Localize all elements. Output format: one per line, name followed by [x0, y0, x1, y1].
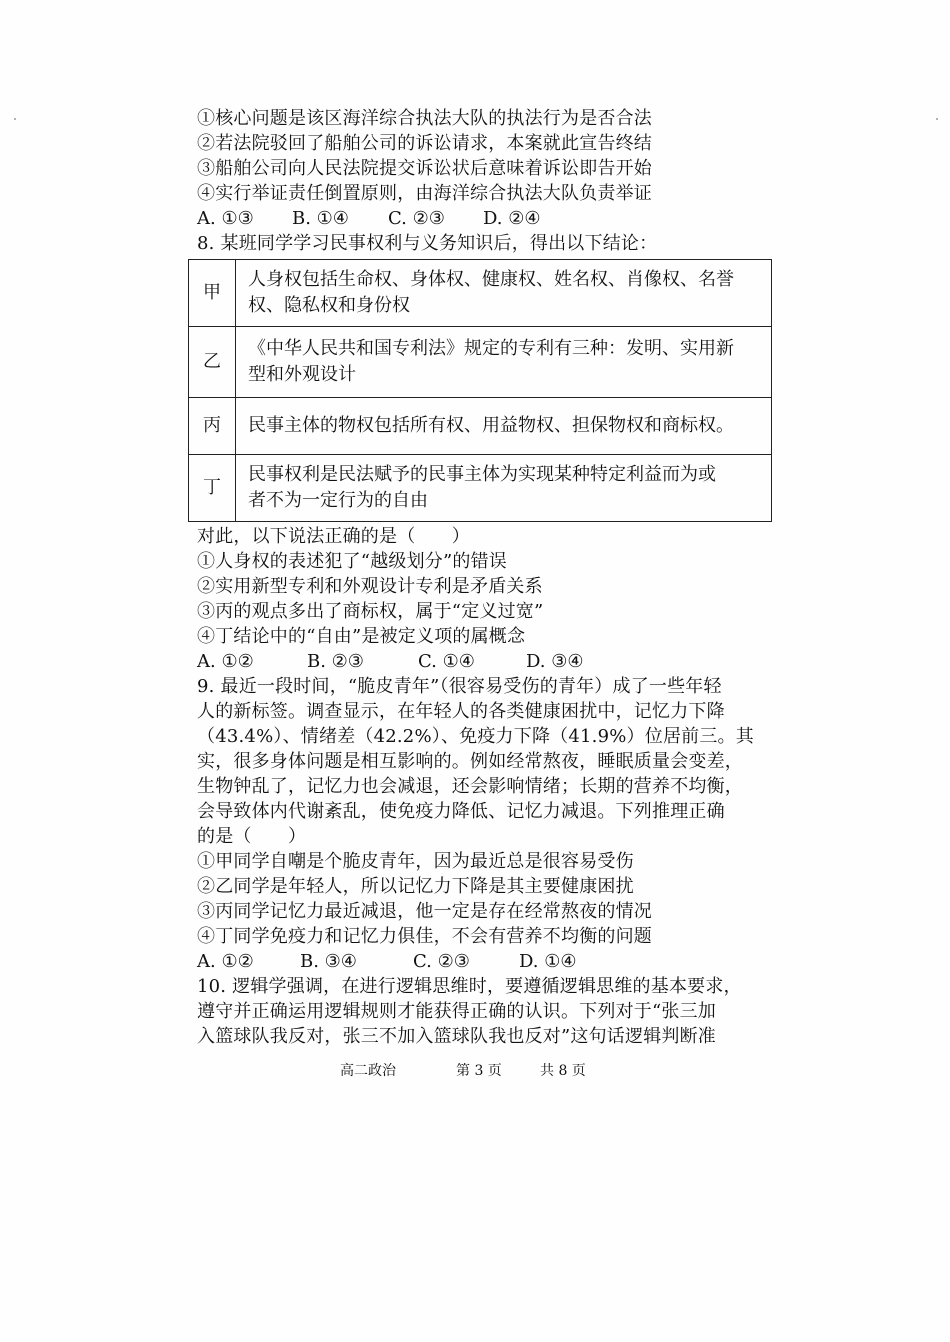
table-row: [189, 455, 772, 522]
row-text: [236, 398, 772, 455]
q8-block: [197, 231, 777, 674]
q9-option-a: A. ①②: [197, 951, 254, 972]
q9-stem-line: 生物钟乱了，记忆力也会减退，还会影响情绪；长期的营养不均衡，: [197, 776, 743, 797]
row-text-line: 《中华人民共和国专利法》规定的专利有三种：发明、实用新: [248, 338, 734, 359]
footer-page-number: 第 3 页: [456, 1063, 502, 1079]
q8-statement: ②实用新型专利和外观设计专利是矛盾关系: [197, 576, 543, 597]
q8-statement: ④丁结论中的“自由”是被定义项的属概念: [197, 626, 526, 647]
table-row: [189, 398, 772, 455]
q10-stem-line: 遵守并正确运用逻辑规则才能获得正确的认识。下列对于“张三加: [197, 1001, 716, 1022]
q9-option-c: C. ②③: [413, 951, 470, 972]
q9-block: [197, 674, 777, 974]
q9-stem-line: 的是（ ）: [197, 826, 307, 847]
q7-statement: ①核心问题是该区海洋综合执法大队的执法行为是否合法: [197, 108, 652, 129]
q9-stem-line: 会导致体内代谢紊乱，使免疫力降低、记忆力减退。下列推理正确: [197, 801, 725, 822]
row-text-line: 民事权利是民法赋予的民事主体为实现某种特定利益而为或: [248, 464, 716, 485]
q8-question: 对此，以下说法正确的是（ ）: [197, 526, 470, 547]
row-text-line: 人身权包括生命权、身体权、健康权、姓名权、肖像权、名誉: [248, 269, 734, 290]
q10-block: [197, 974, 777, 1049]
q7-option-c: C. ②③: [388, 208, 445, 229]
table-row: [189, 327, 772, 398]
footer-subject: 高二政治: [340, 1063, 396, 1079]
q8-statement: ③丙的观点多出了商标权，属于“定义过宽”: [197, 601, 544, 622]
q9-stem-line: 9. 最近一段时间，“脆皮青年”（很容易受伤的青年）成了一些年轻: [197, 676, 722, 697]
row-text-line: 型和外观设计: [248, 364, 356, 385]
q9-statement: ①甲同学自嘲是个脆皮青年，因为最近总是很容易受伤: [197, 851, 634, 872]
q7-statement: ③船舶公司向人民法院提交诉讼状后意味着诉讼即告开始: [197, 158, 652, 179]
row-text-line: 民事主体的物权包括所有权、用益物权、担保物权和商标权。: [248, 415, 734, 436]
row-text-line: 者不为一定行为的自由: [248, 490, 428, 511]
question-content: [197, 106, 777, 1049]
q7-block: [197, 106, 777, 231]
q7-options: [197, 206, 777, 231]
q9-statement: ③丙同学记忆力最近减退，他一定是存在经常熬夜的情况: [197, 901, 652, 922]
q9-statement: ④丁同学免疫力和记忆力俱佳，不会有营养不均衡的问题: [197, 926, 652, 947]
row-label: 丁: [189, 455, 236, 522]
q7-statement: ②若法院驳回了船舶公司的诉讼请求，本案就此宣告终结: [197, 133, 652, 154]
q7-option-a: A. ①③: [197, 208, 254, 229]
q9-option-d: D. ①④: [519, 951, 577, 972]
q7-statement: ④实行举证责任倒置原则，由海洋综合执法大队负责举证: [197, 183, 652, 204]
q8-option-b: B. ②③: [307, 651, 364, 672]
q8-option-d: D. ③④: [526, 651, 584, 672]
q9-stem-line: 人的新标签。调查显示，在年轻人的各类健康困扰中，记忆力下降: [197, 701, 725, 722]
page-footer: [340, 1060, 586, 1080]
q8-stem: 8. 某班同学学习民事权利与义务知识后，得出以下结论：: [197, 233, 658, 254]
row-text: [236, 327, 772, 398]
q9-statement: ②乙同学是年轻人，所以记忆力下降是其主要健康困扰: [197, 876, 634, 897]
row-text-line: 权、隐私权和身份权: [248, 295, 410, 316]
row-text: [236, 260, 772, 327]
scan-speck: [936, 118, 938, 120]
footer-total-pages: 共 8 页: [540, 1063, 586, 1079]
q7-option-b: B. ①④: [292, 208, 349, 229]
q8-option-a: A. ①②: [197, 651, 254, 672]
q9-stem-line: 实，很多身体问题是相互影响的。例如经常熬夜，睡眠质量会变差，: [197, 751, 743, 772]
q8-options: [197, 649, 777, 674]
q9-stem-line: （43.4%）、情绪差（42.2%）、免疫力下降（41.9%）位居前三。其: [197, 726, 754, 747]
row-text: [236, 455, 772, 522]
q10-stem-line: 10. 逻辑学强调，在进行逻辑思维时，要遵循逻辑思维的基本要求，: [197, 976, 742, 997]
scan-speck: [14, 118, 16, 120]
q7-option-d: D. ②④: [483, 208, 541, 229]
q9-option-b: B. ③④: [300, 951, 357, 972]
q8-statement: ①人身权的表述犯了“越级划分”的错误: [197, 551, 508, 572]
table-row: [189, 260, 772, 327]
q8-option-c: C. ①④: [418, 651, 475, 672]
row-label: 甲: [189, 260, 236, 327]
q9-options: [197, 949, 777, 974]
q8-conclusion-table: [188, 259, 772, 522]
q10-stem-line: 入篮球队我反对，张三不加入篮球队我也反对”这句话逻辑判断准: [197, 1026, 716, 1047]
row-label: 丙: [189, 398, 236, 455]
row-label: 乙: [189, 327, 236, 398]
